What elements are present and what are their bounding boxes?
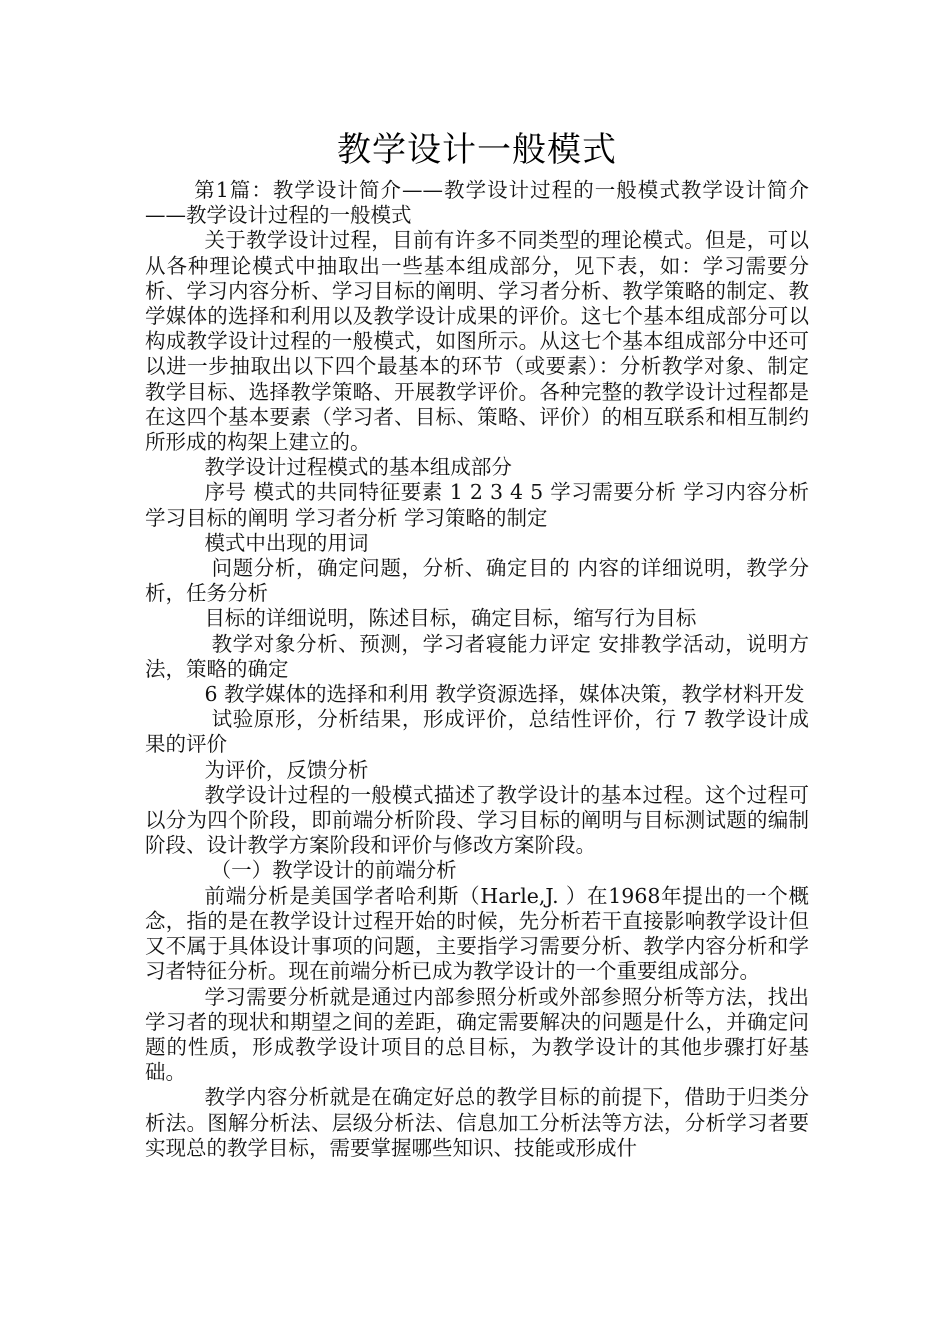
body-paragraph: 学习需要分析就是通过内部参照分析或外部参照分析等方法，找出学习者的现状和期望之间的差距，确定需要解决的问题是什么，并确定问题的性质，形成教学设计项目的总目标，为教学设计的其他步骤打好基础。 xyxy=(145,984,809,1085)
intro-heading: 第1篇：教学设计简介——教学设计过程的一般模式教学设计简介——教学设计过程的一般模式 xyxy=(145,178,809,228)
body-paragraph: 关于教学设计过程，目前有许多不同类型的理论模式。但是，可以从各种理论模式中抽取出一些基本组成部分，见下表，如：学习需要分析、学习内容分析、学习目标的阐明、学习者分析、教学策略的制定、教学媒体的选择和利用以及教学设计成果的评价。这七个基本组成部分可以构成教学设计过程的一般模式，如图所示。从这七个基本组成部分中还可以进一步抽取出以下四个最基本的环节（或要素）：分析教学对象、制定教学目标、选择教学策略、开展教学评价。各种完整的教学设计过程都是在这四个基本要素（学习者、目标、策略、评价）的相互联系和相互制约所形成的构架上建立的。 xyxy=(145,228,809,455)
table-row-text: 6 教学媒体的选择和利用 教学资源选择，媒体决策，教学材料开发 xyxy=(204,682,805,707)
table-row-text: 模式中出现的用词 xyxy=(204,530,369,555)
body-paragraph: 前端分析是美国学者哈利斯（Harle,J. ）在1968年提出的一个概念，指的是在教学设计过程开始的时候，先分析若干直接影响教学设计但又不属于具体设计事项的问题，主要指学习需要分析、教学内容分析和学习者特征分析。现在前端分析已成为教学设计的一个重要组成部分。 xyxy=(145,883,809,984)
page-title: 教学设计一般模式 xyxy=(337,130,617,170)
section-heading: （一）教学设计的前端分析 xyxy=(210,858,457,883)
table-row-text: 教学对象分析、预测，学习者寝能力评定 安排教学活动，说明方法，策略的确定 xyxy=(145,631,809,681)
table-row-text: 序号 模式的共同特征要素 1 2 3 4 5 学习需要分析 学习内容分析 学习目标的阐明 学习者分析 学习策略的制定 xyxy=(145,480,816,530)
body-paragraph: 教学设计过程的一般模式描述了教学设计的基本过程。这个过程可以分为四个阶段，即前端分析阶段、学习目标的阐明与目标测试题的编制阶段、设计教学方案阶段和评价与修改方案阶段。 xyxy=(145,782,809,858)
document-body xyxy=(145,128,816,1161)
table-row-text: 问题分析，确定问题，分析、确定目的 内容的详细说明，教学分析，任务分析 xyxy=(145,556,809,606)
table-caption: 教学设计过程模式的基本组成部分 xyxy=(204,455,512,480)
table-row-text: 试验原形，分析结果，形成评价，总结性评价，行 7 教学设计成果的评价 xyxy=(145,707,809,757)
table-row-text: 目标的详细说明，陈述目标，确定目标，缩写行为目标 xyxy=(204,606,697,631)
body-paragraph: 教学内容分析就是在确定好总的教学目标的前提下，借助于归类分析法。图解分析法、层级分析法、信息加工分析法等方法，分析学习者要实现总的教学目标，需要掌握哪些知识、技能或形成什 xyxy=(145,1085,809,1160)
table-row-text: 为评价，反馈分析 xyxy=(204,757,369,782)
